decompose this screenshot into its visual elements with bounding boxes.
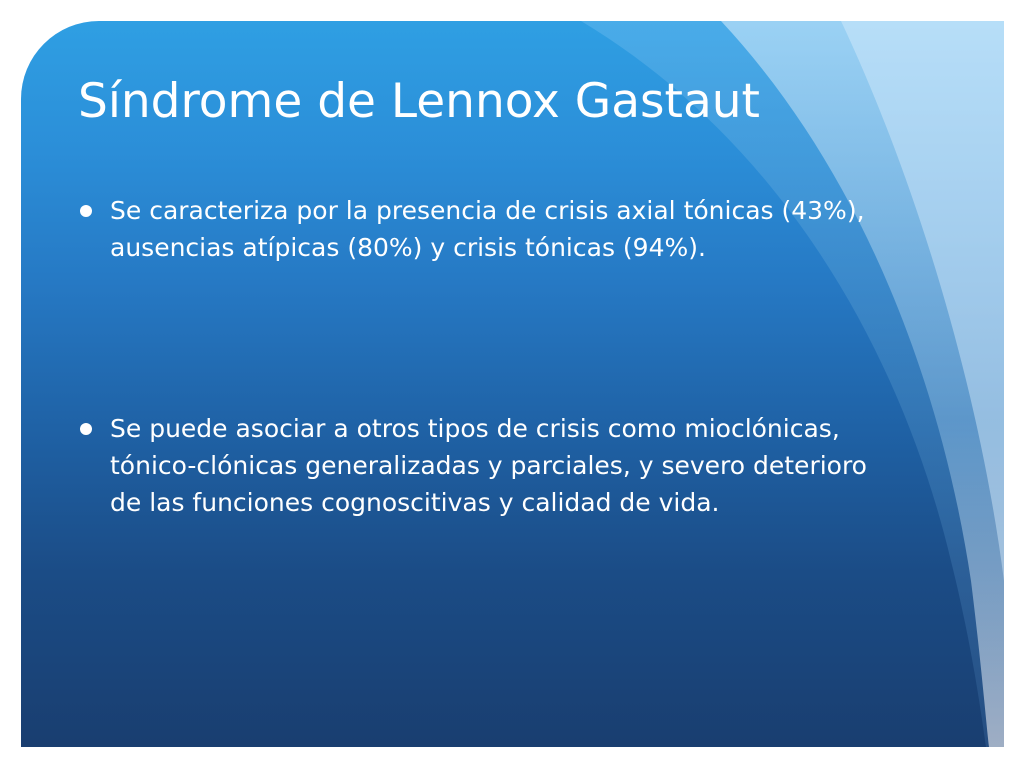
bullet-list <box>80 192 900 521</box>
bullet-text: Se puede asociar a otros tipos de crisis como mioclónicas, tónico-clónicas generalizadas y parciales, y severo deterioro de las funciones cognoscitivas y calidad de vida. <box>110 414 867 517</box>
bullet-dot-icon <box>80 423 92 435</box>
bullet-text: Se caracteriza por la presencia de crisis axial tónicas (43%), ausencias atípicas (80%) y crisis tónicas (94%). <box>110 196 865 262</box>
slide-title: Síndrome de Lennox Gastaut <box>78 74 760 129</box>
bullet-dot-icon <box>80 205 92 217</box>
bullet-item <box>80 192 900 266</box>
bullet-item <box>80 410 900 521</box>
